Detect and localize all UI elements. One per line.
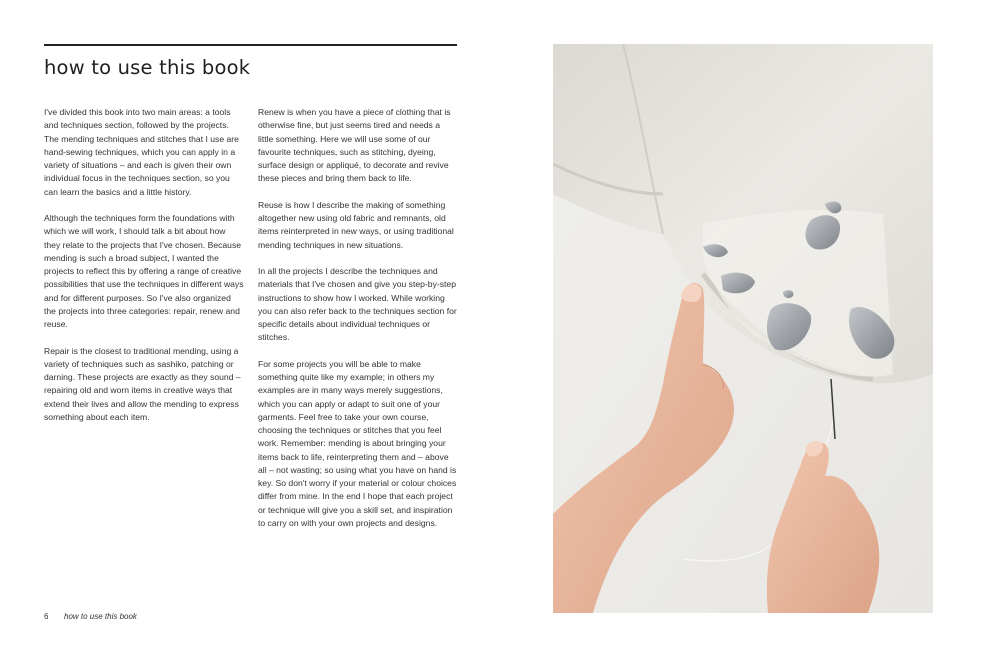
running-footer-title: how to use this book [64, 612, 137, 621]
mending-photo [553, 44, 933, 613]
paragraph-reuse: Reuse is how I describe the making of something altogether new using old fabric and remnants, old items reinterpreted in new ways, or using traditional mending techniques in new situations. [258, 199, 454, 250]
right-text-column [258, 106, 457, 543]
paragraph-suggestions: For some projects you will be able to make something quite like my example; in others my examples are in many ways merely suggestions, which you can apply or adapt to suit one of your garments. Feel free to take your own course, choosing the techniques or stitches that you feel work. Remember: mending is about bringing your items back to life, reinterpreting them and – above all – not wasting; so using what you have on hand is key. So don't worry if your material or colour choices differ from mine. In the end I hope that each project or technique will give you a skill set, and inspiration to carry on with your own projects and designs. [258, 358, 457, 528]
paragraph-renew: Renew is when you have a piece of clothing that is otherwise fine, but just seems tired and needs a little something. Here we will use some of our favourite techniques, such as stitching, dyeing, surface design or appliqué, to decorate and revive these pieces and bring them back to life. [258, 107, 451, 184]
heading-rule [44, 44, 457, 46]
page-title: how to use this book [44, 56, 251, 79]
paragraph-repair: Repair is the closest to traditional mending, using a variety of techniques such as sashiko, patching or darning. These projects are exactly as they sound – repairing old and worn items in creative ways that extend their lives and allow the mending to express something about each item. [44, 345, 241, 422]
paragraph-projects: In all the projects I describe the techniques and materials that I've chosen and give you step-by-step instructions to show how I worked. While working you can also refer back to the techniques section for specific details about individual techniques or stitches. [258, 266, 457, 343]
page-number: 6 [44, 612, 49, 621]
paragraph-foundations: Although the techniques form the foundations with which we will work, I should talk a bit about how they relate to the projects that I've chosen. Because mending is such a broad subject, I wanted the projects to reflect this by offering a range of creative possibilities that use the techniques in different ways and for different purposes. So I've also organized the projects into three categories: repair, renew and reuse. [44, 213, 244, 329]
paragraph-intro: I've divided this book into two main areas: a tools and techniques section, followed by the projects. The mending techniques and stitches that I use are hand-sewing techniques, which you can apply in a variety of situations – and each is given their own individual focus in the techniques section, so you can learn the basics and a little history. [44, 107, 239, 197]
left-text-column [44, 106, 244, 437]
